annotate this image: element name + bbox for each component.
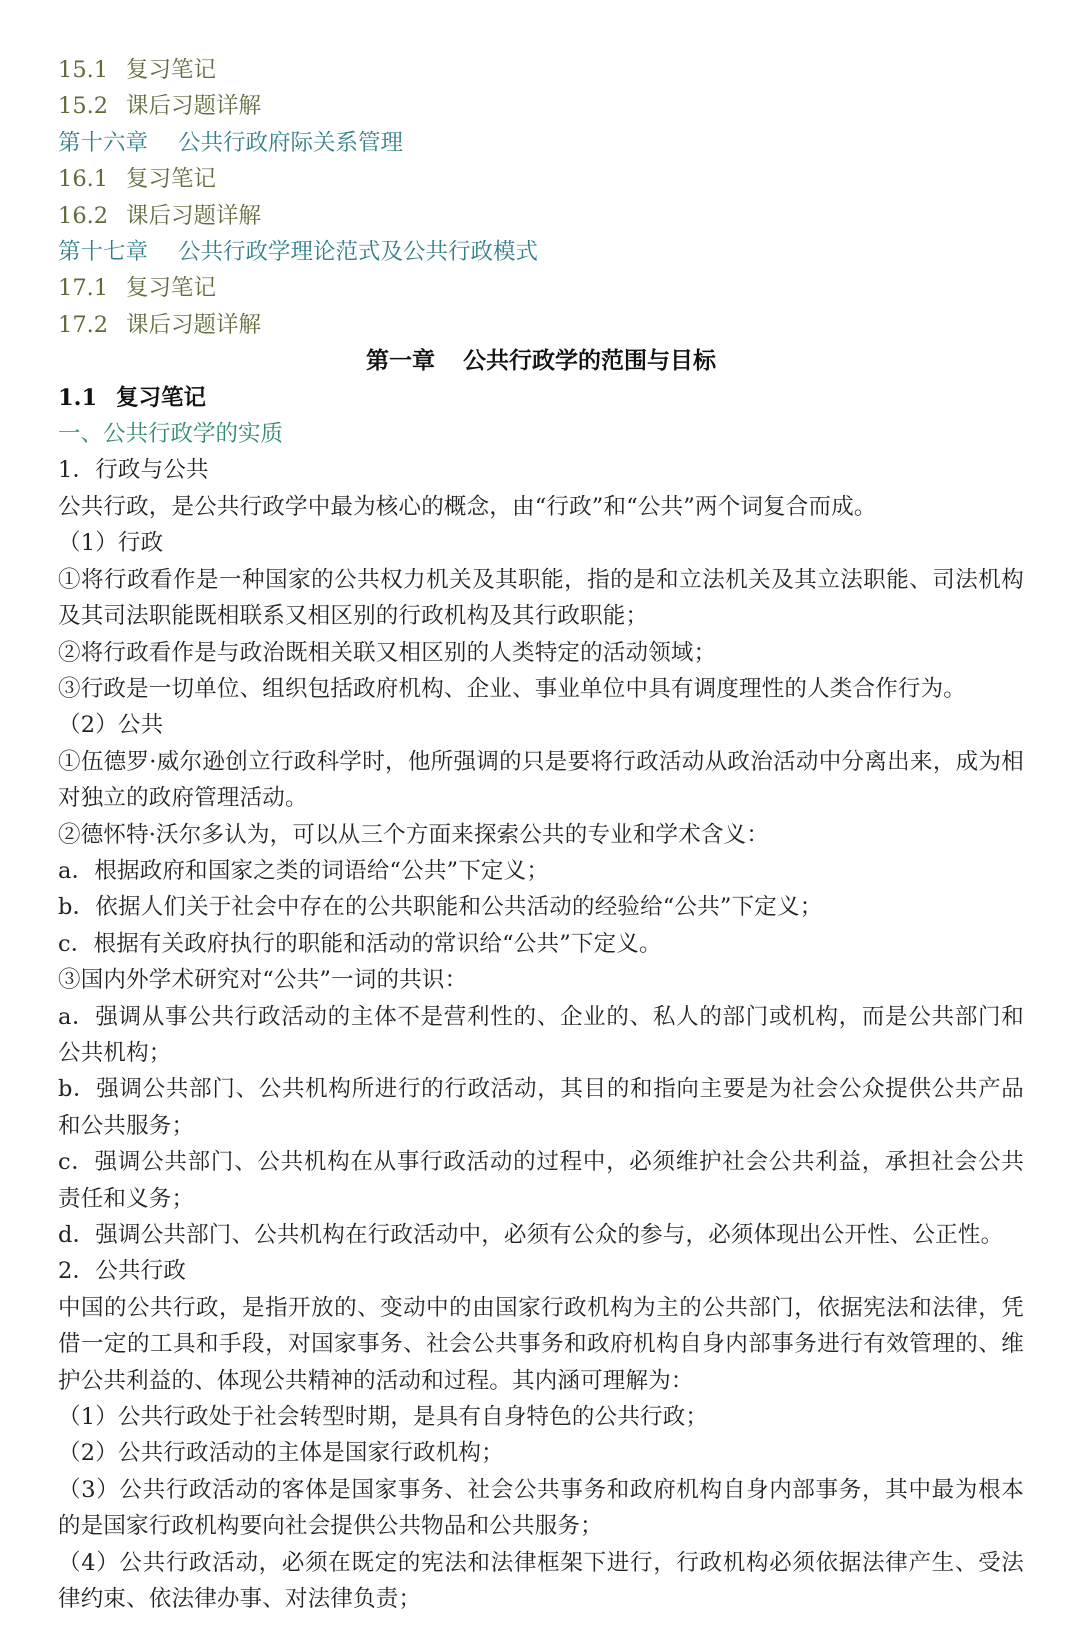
toc-item[interactable]: 15.1 复习笔记 — [58, 57, 217, 83]
paragraph: c．强调公共部门、公共机构在从事行政活动的过程中，必须维护社会公共利益，承担社会公共责任和义务； — [58, 1149, 1024, 1212]
paragraph: 2．公共行政 — [58, 1258, 187, 1285]
paragraph: 中国的公共行政，是指开放的、变动中的由国家行政机构为主的公共部门，依据宪法和法律，凭借一定的工具和手段，对国家事务、社会公共事务和政府机构自身内部事务进行有效管理的、维护公共利益的、体现公共精神的活动和过程。其内涵可理解为： — [58, 1294, 1024, 1394]
section-title: 1.1 复习笔记 — [58, 384, 207, 411]
paragraph: 公共行政，是公共行政学中最为核心的概念，由“行政”和“公共”两个词复合而成。 — [58, 493, 877, 520]
paragraph: ②将行政看作是与政治既相关联又相区别的人类特定的活动领域； — [58, 639, 717, 666]
toc-item[interactable]: 15.2 课后习题详解 — [58, 93, 262, 120]
toc-chapter[interactable]: 第十六章 公共行政府际关系管理 — [58, 129, 404, 156]
paragraph: ②德怀特·沃尔多认为，可以从三个方面来探索公共的专业和学术含义： — [58, 821, 770, 848]
paragraph: ③国内外学术研究对“公共”一词的共识： — [58, 967, 468, 994]
paragraph: a．强调从事公共行政活动的主体不是营利性的、企业的、私人的部门或机构，而是公共部门和公共机构； — [58, 1003, 1024, 1066]
paragraph: （4）公共行政活动，必须在既定的宪法和法律框架下进行，行政机构必须依据法律产生、受法律约束、依法律办事、对法律负责； — [58, 1549, 1024, 1613]
paragraph: （1）公共行政处于社会转型时期，是具有自身特色的公共行政； — [58, 1404, 709, 1431]
toc-item[interactable]: 17.2 课后习题详解 — [58, 311, 262, 338]
paragraph: （3）公共行政活动的客体是国家事务、社会公共事务和政府机构自身内部事务，其中最为根本的是国家行政机构要向社会提供公共物品和公共服务； — [58, 1476, 1024, 1540]
paragraph: ③行政是一切单位、组织包括政府机构、企业、事业单位中具有调度理性的人类合作行为。 — [58, 675, 967, 702]
subsection-title: 一、公共行政学的实质 — [58, 421, 284, 448]
paragraph: c．根据有关政府执行的职能和活动的常识给“公共”下定义。 — [58, 930, 662, 957]
paragraph: （2）公共行政活动的主体是国家行政机构； — [58, 1440, 504, 1467]
paragraph: b．依据人们关于社会中存在的公共职能和公共活动的经验给“公共”下定义； — [58, 894, 823, 921]
paragraph: a．根据政府和国家之类的词语给“公共”下定义； — [58, 857, 550, 884]
body-text — [58, 452, 1024, 1617]
toc-chapter[interactable]: 第十七章 公共行政学理论范式及公共行政模式 — [58, 239, 539, 266]
paragraph: 1．行政与公共 — [58, 457, 209, 484]
chapter-title: 第一章 公共行政学的范围与目标 — [366, 347, 716, 375]
table-of-contents — [58, 52, 1024, 343]
paragraph: （2）公共 — [58, 712, 164, 739]
paragraph: （1）行政 — [58, 530, 164, 557]
toc-item[interactable]: 17.1 复习笔记 — [58, 275, 217, 302]
paragraph: d．强调公共部门、公共机构在行政活动中，必须有公众的参与，必须体现出公开性、公正性。 — [58, 1222, 1004, 1248]
paragraph: ①将行政看作是一种国家的公共权力机关及其职能，指的是和立法机关及其立法职能、司法机构及其司法职能既相联系又相区别的行政机构及其行政职能； — [58, 566, 1024, 630]
toc-item[interactable]: 16.1 复习笔记 — [58, 166, 217, 193]
paragraph: ①伍德罗·威尔逊创立行政科学时，他所强调的只是要将行政活动从政治活动中分离出来，成为相对独立的政府管理活动。 — [58, 748, 1024, 812]
paragraph: b．强调公共部门、公共机构所进行的行政活动，其目的和指向主要是为社会公众提供公共产品和公共服务； — [58, 1076, 1024, 1139]
toc-item[interactable]: 16.2 课后习题详解 — [58, 202, 262, 229]
